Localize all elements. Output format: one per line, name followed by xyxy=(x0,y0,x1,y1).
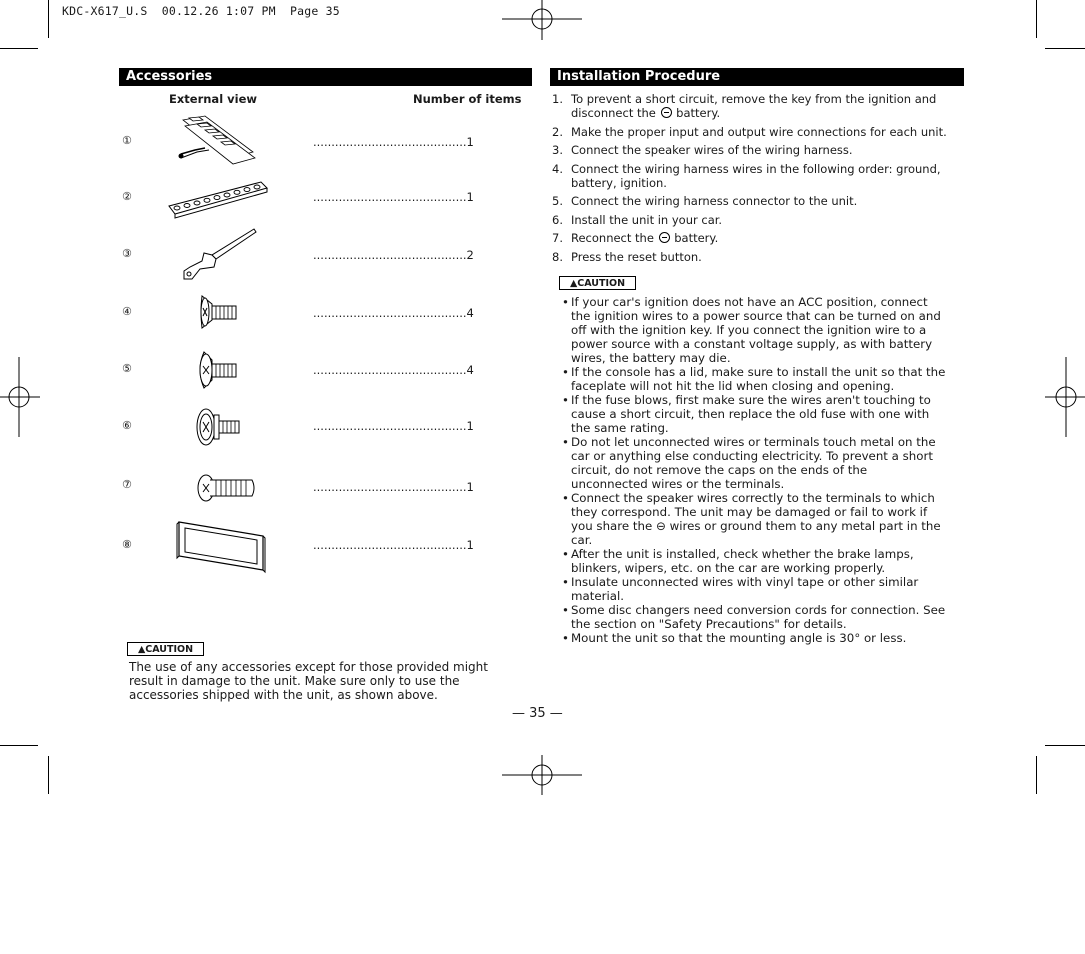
step-number: 1. xyxy=(552,92,563,106)
accessory-item xyxy=(120,518,520,568)
bullet-line: After the unit is installed, check whether the brake lamps, xyxy=(571,547,914,561)
caution-bullet xyxy=(562,365,970,393)
installation-step xyxy=(552,92,972,120)
caution-line: The use of any accessories except for those provided might xyxy=(129,660,488,674)
bullet-line: the same rating. xyxy=(571,421,669,435)
step-number: 6. xyxy=(552,212,563,227)
crop-mark xyxy=(1045,48,1085,49)
step-text-end: battery. xyxy=(670,231,719,245)
removal-tool-icon xyxy=(180,227,260,283)
installation-step xyxy=(552,194,972,208)
registration-mark-icon xyxy=(502,0,582,40)
item-number: ④ xyxy=(122,305,132,318)
item-number: ⑦ xyxy=(122,478,132,491)
bullet-line: If the fuse blows, first make sure the wires aren't touching to xyxy=(571,393,931,407)
screw-with-washer-icon xyxy=(196,407,242,449)
crop-mark xyxy=(1036,756,1037,794)
accessories-title: Accessories xyxy=(119,68,532,86)
bullet-line: you share the ⊖ wires or ground them to any metal part in the xyxy=(571,519,941,533)
step-text: Install the unit in your car. xyxy=(571,212,723,227)
step-number: 7. xyxy=(552,231,563,245)
caution-bullet xyxy=(562,393,970,435)
caution-bullet xyxy=(562,603,970,631)
step-text: Make the proper input and output wire connections for each unit. xyxy=(571,124,947,139)
bullet-line: car. xyxy=(571,533,593,547)
step-text: To prevent a short circuit, remove the key from the ignition and disconnect the xyxy=(571,92,937,120)
item-count: ..........................................4 xyxy=(313,306,474,320)
bullet-line: If the console has a lid, make sure to install the unit so that the xyxy=(571,365,946,379)
wiring-harness-icon xyxy=(175,114,260,166)
bullet-dot: • xyxy=(562,631,569,645)
crop-mark xyxy=(0,745,38,746)
flat-head-screw-icon xyxy=(198,294,240,332)
accessory-item xyxy=(120,407,520,457)
item-number: ⑧ xyxy=(122,538,132,551)
accessory-item xyxy=(120,176,520,226)
crop-mark xyxy=(0,48,38,49)
step-text: Reconnect the xyxy=(571,231,658,245)
bullet-line: circuit, do not remove the caps on the ends of the xyxy=(571,463,868,477)
item-count: ..........................................1 xyxy=(313,190,474,204)
registration-mark-icon xyxy=(0,357,40,437)
round-head-screw-icon xyxy=(198,350,240,390)
caution-line: accessories shipped with the unit, as shown above. xyxy=(129,688,438,702)
installation-step xyxy=(552,125,972,139)
caution-bullet xyxy=(562,295,970,365)
bullet-line: unconnected wires or the terminals. xyxy=(571,477,785,491)
accessory-item xyxy=(120,350,520,400)
caution-bullet xyxy=(562,491,970,547)
caution-bullet xyxy=(562,631,970,645)
bullet-dot: • xyxy=(562,295,569,309)
caution-line: result in damage to the unit. Make sure only to use the xyxy=(129,674,460,688)
installation-step xyxy=(552,231,972,245)
installation-step xyxy=(552,162,972,190)
bullet-line: Do not let unconnected wires or terminals touch metal on the xyxy=(571,435,936,449)
step-text-end: battery. xyxy=(672,106,721,120)
step-number: 3. xyxy=(552,143,563,157)
step-text: Connect the speaker wires of the wiring harness. xyxy=(571,143,853,157)
item-count: ..........................................1 xyxy=(313,480,474,494)
accessory-item xyxy=(120,468,520,518)
item-number: ⑤ xyxy=(122,362,132,375)
step-text: Connect the wiring harness wires in the following order: ground, battery, ignition. xyxy=(571,161,941,190)
bullet-dot: • xyxy=(562,603,569,617)
bullet-line: they correspond. The unit may be damaged or fail to work if xyxy=(571,505,928,519)
accessory-item xyxy=(120,292,520,342)
bullet-line: blinkers, wipers, etc. on the car are working properly. xyxy=(571,561,886,575)
caution-bullet xyxy=(562,575,970,603)
number-of-items-header: Number of items xyxy=(413,92,522,106)
installation-steps xyxy=(552,92,972,268)
bullet-dot: • xyxy=(562,435,569,449)
bullet-dot: • xyxy=(562,547,569,561)
item-count: ..........................................1 xyxy=(313,419,474,433)
bullet-line: Connect the speaker wires correctly to the terminals to which xyxy=(571,491,935,505)
installation-step xyxy=(552,250,972,264)
registration-mark-icon xyxy=(502,755,582,795)
step-text: Press the reset button. xyxy=(571,249,702,264)
page-number: — 35 — xyxy=(512,706,563,721)
crop-mark xyxy=(1036,0,1037,38)
bullet-line: cause a short circuit, then replace the old fuse with one with xyxy=(571,407,930,421)
bullet-line: off with the ignition key. If you connect the ignition wire to a xyxy=(571,323,927,337)
step-number: 5. xyxy=(552,194,563,208)
registration-mark-icon xyxy=(1045,357,1085,437)
caution-label: ▲CAUTION xyxy=(127,642,204,656)
accessory-item xyxy=(120,227,520,277)
bullet-line: material. xyxy=(571,589,624,603)
crop-mark xyxy=(48,756,49,794)
bullet-dot: • xyxy=(562,393,569,407)
bullet-line: Mount the unit so that the mounting angle is 30° or less. xyxy=(571,631,907,645)
bullet-dot: • xyxy=(562,365,569,379)
crop-mark xyxy=(48,0,49,38)
bullet-line: If your car's ignition does not have an ACC position, connect xyxy=(571,295,928,309)
bullet-line: the ignition wires to a power source that can be turned on and xyxy=(571,309,941,323)
negative-terminal-icon xyxy=(661,107,672,118)
installation-step xyxy=(552,213,972,227)
step-text: Connect the wiring harness connector to the unit. xyxy=(571,194,858,208)
item-number: ⑥ xyxy=(122,419,132,432)
bullet-dot: • xyxy=(562,575,569,589)
accessory-item xyxy=(120,114,520,164)
caution-bullets xyxy=(562,295,970,645)
bullet-line: Some disc changers need conversion cords for connection. See xyxy=(571,603,946,617)
negative-terminal-icon xyxy=(659,232,670,243)
caution-bullet xyxy=(562,547,970,575)
step-number: 4. xyxy=(552,161,563,176)
bullet-dot: • xyxy=(562,491,569,505)
bullet-line: car or anything else conducting electricity. To prevent a short xyxy=(571,449,933,463)
bullet-line: power source with a constant voltage supply, as with battery xyxy=(571,337,933,351)
caution-bullet xyxy=(562,435,970,491)
bolt-icon xyxy=(196,472,258,506)
step-number: 8. xyxy=(552,249,563,264)
item-count: ..........................................1 xyxy=(313,135,474,149)
item-count: ..........................................2 xyxy=(313,248,474,262)
step-number: 2. xyxy=(552,124,563,139)
caution-label: ▲CAUTION xyxy=(559,276,636,290)
bullet-line: the section on "Safety Precautions" for details. xyxy=(571,617,847,631)
bullet-line: Insulate unconnected wires with vinyl tape or other similar xyxy=(571,575,919,589)
escutcheon-frame-icon xyxy=(175,518,267,574)
terminal-strip-icon xyxy=(167,178,271,220)
print-header: KDC-X617_U.S 00.12.26 1:07 PM Page 35 xyxy=(62,4,340,18)
bullet-line: wires, the battery may die. xyxy=(571,351,731,365)
item-count: ..........................................4 xyxy=(313,363,474,377)
bullet-line: faceplate will not hit the lid when closing and opening. xyxy=(571,379,895,393)
installation-title: Installation Procedure xyxy=(550,68,964,86)
item-count: ..........................................1 xyxy=(313,538,474,552)
installation-step xyxy=(552,143,972,157)
item-number: ① xyxy=(122,134,132,147)
item-number: ② xyxy=(122,190,132,203)
external-view-header: External view xyxy=(169,92,257,106)
accessories-caution-text xyxy=(129,660,529,702)
item-number: ③ xyxy=(122,247,132,260)
crop-mark xyxy=(1045,745,1085,746)
